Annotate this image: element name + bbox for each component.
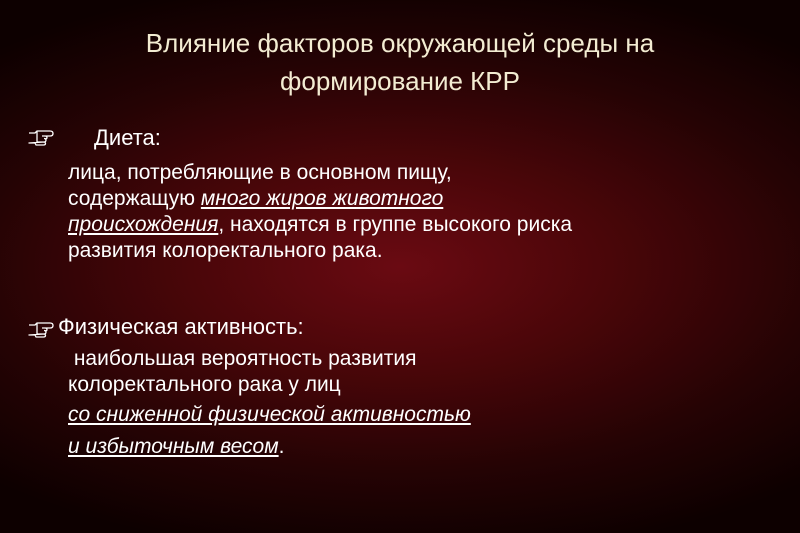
activity-line-4 [68, 434, 284, 460]
diet-line-4: развития колоректального рака. [68, 239, 383, 262]
activity-emphasis-low-activity: со сниженной физической активностью [68, 403, 471, 426]
diet-heading: Диета: [94, 125, 161, 150]
slide-title [0, 24, 800, 100]
pointing-hand-icon [28, 318, 54, 338]
title-line-1: Влияние факторов окружающей среды на [145, 28, 655, 58]
title-line-2: формирование КРР [279, 66, 520, 96]
activity-emphasis-overweight: и избыточным весом [68, 435, 279, 458]
diet-line-2-text: содержащую [68, 187, 201, 210]
diet-emphasis-fats: много жиров животного [200, 187, 444, 210]
diet-emphasis-origin: происхождения [68, 213, 219, 236]
activity-line-2: колоректального рака у лиц [68, 373, 341, 396]
diet-line-3-text: , находятся в группе высокого риска [218, 213, 573, 236]
activity-line-1: наибольшая вероятность развития [68, 347, 417, 370]
diet-line-3 [68, 212, 572, 238]
diet-line-2 [68, 186, 443, 212]
activity-line-4-end: . [278, 435, 285, 458]
activity-heading: Физическая активность: [58, 314, 304, 339]
diet-line-1: лица, потребляющие в основном пищу, [68, 161, 452, 184]
activity-line-3 [68, 402, 471, 428]
pointing-hand-icon [28, 126, 54, 146]
